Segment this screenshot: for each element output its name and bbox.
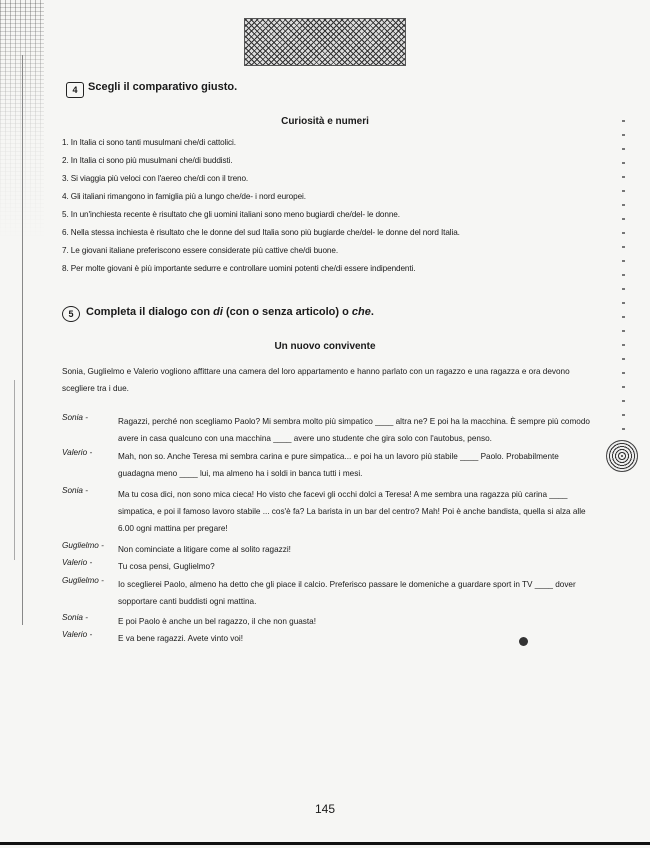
exercise-item: 5. In un'inchiesta recente è risultato che gli uomini italiani sono meno bugiardi che/del- le donne.	[62, 210, 400, 219]
dialogue-speaker: Valerio -	[62, 558, 93, 567]
exercise-instruction	[86, 306, 374, 318]
dialogue-intro: Sonia, Guglielmo e Valerio vogliono affittare una camera del loro appartamento e hanno parlato con un ragazzo e una ragazza e ora devono scegliere tra i due.	[62, 367, 570, 393]
dialogue-speaker: Valerio -	[62, 448, 93, 457]
scan-margin-line	[22, 55, 23, 625]
dialogue-speaker: Sonia -	[62, 613, 88, 622]
scan-bottom-edge	[0, 839, 650, 848]
dialogue-line: Ma tu cosa dici, non sono mica cieca! Ho visto che facevi gli occhi dolci a Teresa! A me sembra una ragazza più carina ____ simpatica, e poi il famoso lavoro stabile ... cos'è fa? La barista in un bar del centro? Mah! Poi è anche bandista, quella si alza alle 6.00 ogni mattina per pregare!	[118, 490, 586, 533]
section-title: Un nuovo convivente	[274, 341, 376, 352]
dialogue-line: Mah, non so. Anche Teresa mi sembra carina e pure simpatica... e poi ha un lavoro più stabile ____ Paolo. Probabilmente guadagna meno ____ lui, ma almeno ha i soldi in banca tutti i mesi.	[118, 452, 559, 478]
scan-margin-line-2	[14, 380, 15, 560]
scan-right-dots	[622, 120, 625, 440]
instruction-text: (con o senza articolo) o	[222, 306, 352, 318]
instruction-text: .	[370, 306, 374, 318]
dialogue-line: Non cominciate a litigare come al solito ragazzi!	[118, 545, 291, 554]
exercise-number-icon: 5	[62, 306, 80, 322]
exercise-item: 6. Nella stessa inchiesta è risultato che le donne del sud Italia sono più bugiarde che/del- le donne del nord Italia.	[62, 228, 460, 237]
instruction-keyword: che	[351, 306, 371, 318]
exercise-item: 4. Gli italiani rimangono in famiglia più a lungo che/de- i nord europei.	[62, 192, 306, 201]
exercise-item: 7. Le giovani italiane preferiscono essere considerate più cattive che/di buone.	[62, 246, 339, 255]
dialogue-line: Io sceglierei Paolo, almeno ha detto che gli piace il calcio. Preferisco passare le domeniche a guardare sport in TV ____ dover sopportare canti buddisti ogni mattina.	[118, 580, 576, 606]
dialogue-speaker: Sonia -	[62, 486, 88, 495]
exercise-item: 2. In Italia ci sono più musulmani che/di buddisti.	[62, 156, 233, 165]
exercise-item: 3. Si viaggia più veloci con l'aereo che/di con il treno.	[62, 174, 249, 183]
exercise-instruction: Scegli il comparativo giusto.	[88, 81, 238, 93]
dialogue-speaker: Sonia -	[62, 413, 88, 422]
header-decoration	[244, 18, 406, 66]
dialogue-speaker: Valerio -	[62, 630, 93, 639]
page-number: 145	[314, 802, 336, 816]
exercise-number-icon: 4	[66, 82, 84, 98]
dialogue-line: E poi Paolo è anche un bel ragazzo, il che non guasta!	[118, 617, 317, 626]
exercise-item: 1. In Italia ci sono tanti musulmani che/di cattolici.	[62, 138, 236, 147]
instruction-text: Completa il dialogo con	[86, 306, 214, 318]
instruction-keyword: di	[213, 306, 223, 318]
dialogue-line: Ragazzi, perché non scegliamo Paolo? Mi sembra molto più simpatico ____ altra ne? E poi ha la macchina. È sempre più comodo avere in casa qualcuno con una macchina ____ avere uno studente che gira solo con l'autobus, penso.	[118, 417, 590, 443]
scan-seal-mark	[606, 440, 638, 472]
dialogue-speaker: Guglielmo -	[62, 576, 104, 585]
section-title: Curiosità e numeri	[281, 116, 369, 127]
dialogue-speaker: Guglielmo -	[62, 541, 104, 550]
dialogue-line: E va bene ragazzi. Avete vinto voi!	[118, 634, 244, 643]
exercise-item: 8. Per molte giovani è più importante sedurre e controllare uomini potenti che/di essere indipendenti.	[62, 264, 416, 273]
exercise-items	[62, 138, 460, 282]
dialogue-line: Tu cosa pensi, Guglielmo?	[118, 562, 215, 571]
